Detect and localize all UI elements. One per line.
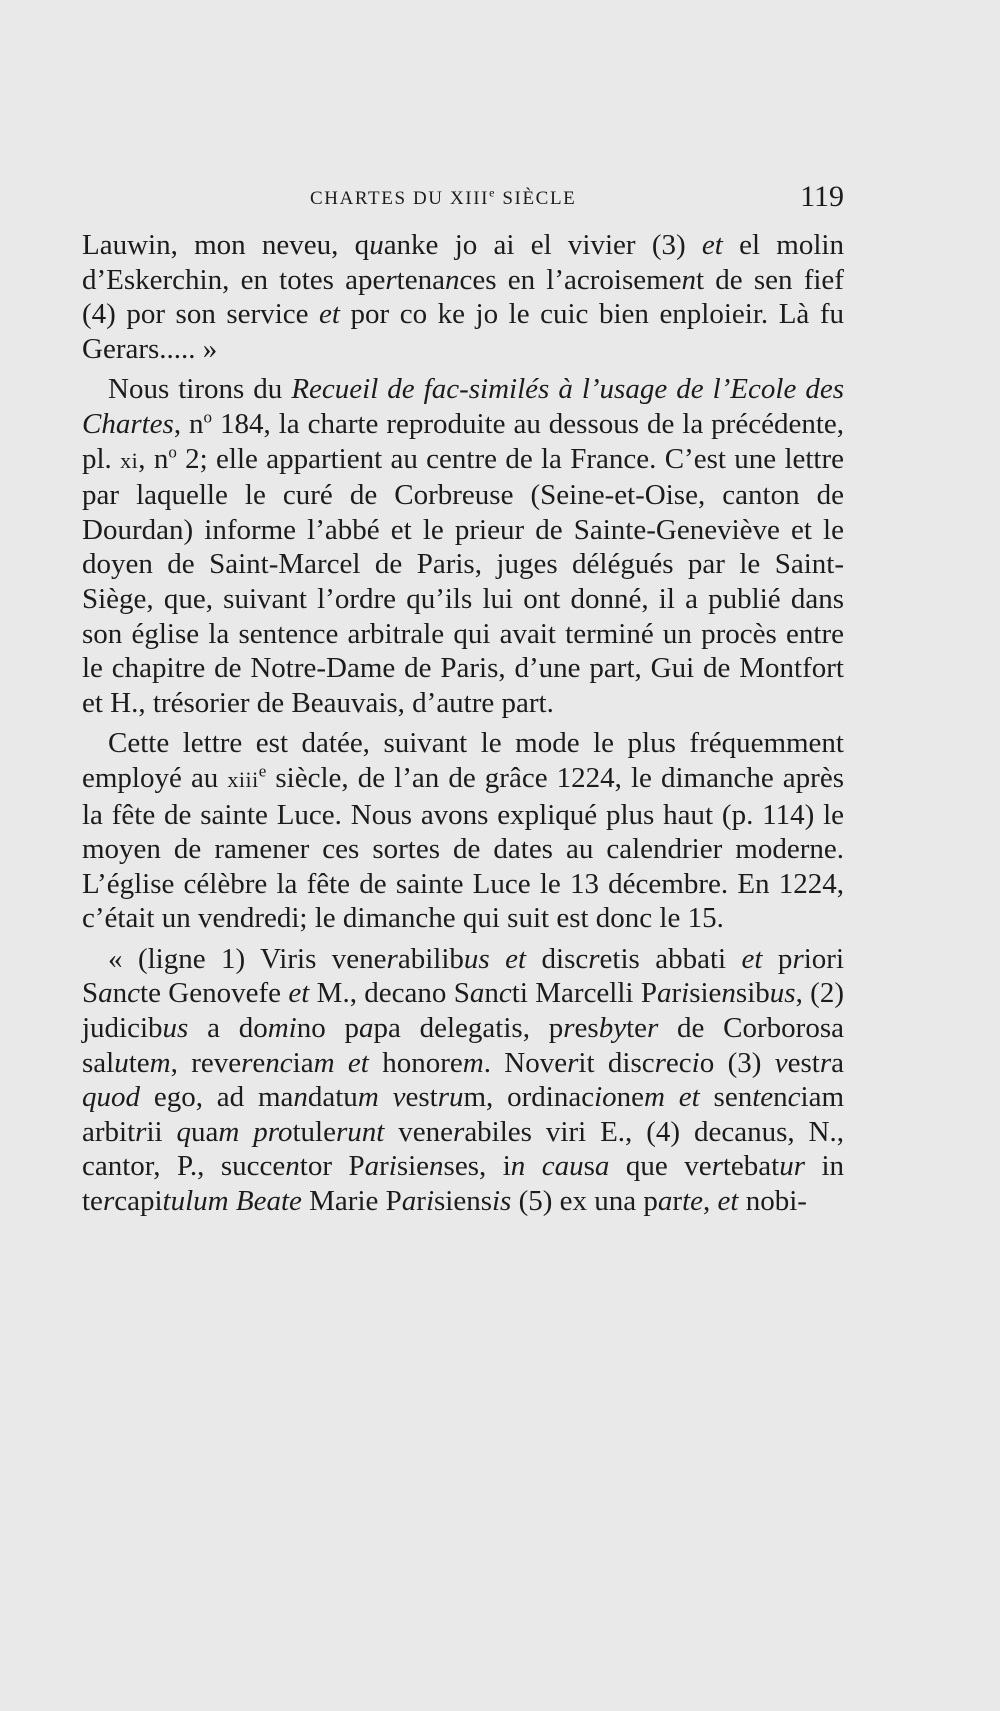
running-title-main: CHARTES DU XIII — [310, 188, 490, 209]
text-run — [239, 1116, 253, 1148]
text-run: que ve — [609, 1150, 712, 1183]
text-run: , — [703, 1185, 718, 1218]
text-run: v — [774, 1046, 788, 1079]
text-run: anke jo ai el vivier (3) — [383, 229, 702, 261]
text-run: n — [112, 977, 128, 1010]
text-run: sie — [396, 1150, 430, 1183]
text-run: a do — [188, 1012, 268, 1045]
text-run: n — [721, 977, 736, 1010]
text-run: v — [392, 1081, 406, 1114]
text-run: n — [510, 1150, 526, 1183]
text-run: xi — [120, 447, 139, 473]
text-run: , n — [138, 442, 169, 475]
text-run: sen — [699, 1081, 753, 1114]
text-run: Cette lettre est datée, suivant le mode le plus fréquemment employé au — [82, 727, 844, 794]
text-run: nobi- — [738, 1185, 807, 1218]
text-run: (5) ex una p — [511, 1185, 658, 1218]
text-run: m — [149, 1046, 171, 1079]
text-run: 184, la charte reproduite au dessous de la précédente, pl. — [82, 407, 844, 475]
text-run: c — [127, 977, 141, 1010]
text-run: r — [241, 1046, 253, 1079]
text-run: us — [162, 1012, 189, 1045]
text-run: B — [235, 1185, 254, 1218]
text-run: m — [218, 1115, 240, 1148]
text-run: tena — [396, 263, 445, 296]
text-run: us — [769, 977, 796, 1010]
text-run: et — [717, 1185, 739, 1218]
text-run: datu — [307, 1081, 358, 1114]
page-number: 119 — [800, 180, 844, 213]
text-run: ii — [146, 1115, 177, 1148]
text-run: i — [691, 1046, 700, 1079]
text-run: m — [357, 1081, 379, 1114]
text-run: de Corborosa sal — [82, 1012, 845, 1079]
text-run — [229, 1185, 236, 1217]
text-run — [490, 943, 505, 975]
text-run: a — [469, 977, 485, 1010]
text-run: r — [385, 263, 397, 296]
text-run: a — [656, 977, 672, 1010]
text-run: p — [762, 942, 793, 975]
text-run: n — [285, 1150, 300, 1183]
running-title — [310, 185, 577, 210]
text-run: q — [176, 1115, 191, 1148]
text-run: . Nove — [483, 1046, 568, 1079]
text-run: honore — [368, 1046, 463, 1079]
text-run: uod — [96, 1081, 140, 1114]
paragraph-p2 — [82, 372, 844, 720]
text-run: a — [831, 1046, 844, 1079]
text-run: te — [752, 1081, 774, 1114]
text-run: ua — [191, 1115, 219, 1148]
text-run: tor P — [299, 1150, 365, 1183]
text-run: es — [574, 1012, 599, 1045]
text-run: Nous tirons du — [108, 373, 292, 406]
text-run: r — [379, 1150, 389, 1183]
text-run: , n — [173, 407, 204, 440]
text-run: siens — [434, 1185, 492, 1218]
text-run: r — [711, 1150, 723, 1183]
body-text — [82, 228, 844, 1219]
text-run: r — [654, 1046, 666, 1079]
text-run: is — [492, 1185, 512, 1218]
text-run: i — [681, 977, 690, 1010]
text-run: capi — [114, 1185, 163, 1218]
text-run: a — [359, 1012, 374, 1045]
text-run: et — [678, 1081, 700, 1114]
text-run: n — [444, 263, 460, 296]
paragraph-p1 — [82, 228, 844, 366]
text-run: pro — [253, 1115, 293, 1148]
text-run: ses, i — [443, 1150, 511, 1183]
text-run: c — [498, 977, 512, 1010]
text-run: « (ligne 1) Viris vene — [108, 942, 387, 975]
text-run: et — [741, 942, 763, 975]
text-run: a — [401, 1185, 417, 1218]
text-run: siècle, de l’an de grâce 1224, le dimanche après la fête de sainte Luce. Nous avons expliqué plus haut (p. 114) le moyen de ramener ces sortes de dates au calendrier moderne. L’église célèbre la fête de sainte Luce le 13 décembre. En 1224, c’était un vendredi; le dimanche qui suit est donc le 15. — [82, 761, 844, 935]
text-run: te — [128, 1046, 150, 1079]
text-run: et — [347, 1046, 369, 1079]
text-run: tulum — [162, 1185, 229, 1218]
text-run: , reve — [170, 1046, 242, 1079]
text-run — [335, 1047, 348, 1079]
page-header — [82, 180, 844, 220]
text-run: Recueil de fac-similés à l’usage de l’Ecole des Chartes — [82, 373, 844, 440]
text-run: ces en l’acroiseme — [459, 263, 682, 296]
text-run: r — [453, 1115, 465, 1148]
text-run: n — [484, 977, 499, 1010]
text-run: mi — [267, 1012, 297, 1045]
text-run: 2; elle appartient au centre de la France. C’est une lettre par laquelle le curé de Corbreuse (Seine-et-Oise, canton de Dourdan) informe l’abbé et le prieur de Sainte-Geneviève et le doyen de Saint-Marcel de Paris, juges délégués par le Saint-Siège, que, suivant l’ordre qu’ils lui ont donné, il a publié dans son église la sentence arbitrale qui avait terminé un procès entre le chapitre de Notre-Dame de Paris, d’une part, Gui de Montfort et H., trésorier de Beauvais, d’autre part. — [82, 442, 845, 719]
text-run: Marie P — [301, 1185, 402, 1218]
text-run: iori S — [82, 942, 845, 1010]
text-run: et — [701, 229, 723, 261]
text-run: est — [787, 1046, 820, 1079]
text-run: m, ordinac — [463, 1081, 595, 1114]
text-run: in te — [82, 1150, 845, 1218]
text-run: cau — [541, 1150, 584, 1183]
text-run: r — [819, 1046, 832, 1079]
text-run: unt — [347, 1115, 385, 1148]
text-run: Lauwin, mon neveu, q — [82, 229, 370, 261]
text-run: , (2) judicib — [82, 977, 844, 1045]
text-run: et — [288, 977, 310, 1010]
text-run: ti Marcelli P — [511, 977, 657, 1010]
text-run: a — [594, 1150, 610, 1183]
text-run: no p — [296, 1012, 359, 1045]
text-run: tule — [292, 1115, 336, 1148]
text-run: us — [463, 942, 490, 975]
text-run: r — [567, 1046, 579, 1079]
text-run — [665, 1081, 679, 1113]
text-run: et — [505, 942, 527, 975]
text-run: te — [682, 1185, 704, 1218]
text-run: n — [773, 1081, 788, 1114]
text-run: it disc — [578, 1046, 655, 1079]
text-run: r — [672, 1185, 683, 1218]
text-run: ec — [665, 1046, 692, 1079]
text-run: n — [293, 1081, 308, 1114]
text-run: vene — [384, 1115, 454, 1148]
text-run: o (3) — [699, 1046, 775, 1079]
text-run: a — [364, 1150, 380, 1183]
text-run: est — [405, 1081, 438, 1114]
text-run: u — [369, 229, 384, 261]
text-run: r — [671, 977, 682, 1010]
text-run: t de sen fief (4) por son service — [82, 263, 844, 331]
text-run: el molin d’Eskerchin, en totes ape — [82, 229, 844, 296]
text-run: o — [203, 407, 213, 427]
text-run: by — [598, 1012, 627, 1045]
text-run: n — [681, 263, 697, 296]
text-run: o — [168, 441, 177, 461]
text-run: ru — [437, 1081, 464, 1114]
text-run: r — [416, 1185, 426, 1218]
text-run: a — [657, 1185, 673, 1218]
text-run: r — [588, 942, 600, 975]
text-run: ego, ad ma — [140, 1081, 294, 1114]
text-run: por co ke jo le cuic bien enploieir. Là fu Gerars..... » — [82, 298, 844, 365]
running-title-superscript: e — [489, 185, 497, 200]
text-run: M., decano S — [309, 977, 470, 1010]
text-run: xiii — [227, 766, 259, 792]
text-run: abilib — [397, 942, 464, 975]
text-run: nc — [265, 1046, 293, 1079]
text-run: a — [98, 977, 113, 1010]
text-run: i — [388, 1150, 397, 1183]
text-run: ia — [292, 1046, 314, 1079]
text-run: ur — [779, 1150, 806, 1183]
text-run: abiles viri E., (4) decanus, N., cantor, P., succe — [82, 1115, 844, 1183]
text-run: te Genovefe — [140, 977, 289, 1010]
text-run: n — [429, 1150, 444, 1183]
running-title-end: SIÈCLE — [496, 188, 577, 209]
text-run: r — [647, 1012, 659, 1045]
text-run: te — [626, 1012, 647, 1045]
text-run: io — [594, 1081, 617, 1114]
text-run: r — [135, 1115, 147, 1148]
text-run: sib — [735, 977, 770, 1010]
text-run: q — [82, 1081, 97, 1114]
text-run: c — [787, 1081, 801, 1114]
text-run: eate — [253, 1185, 302, 1218]
text-run: r — [335, 1115, 348, 1148]
text-run: tebat — [722, 1150, 780, 1183]
text-run: u — [114, 1046, 129, 1079]
text-run: m — [644, 1081, 665, 1114]
paragraph-p4 — [82, 942, 844, 1219]
text-run — [525, 1150, 541, 1182]
text-run: r — [792, 942, 804, 975]
text-run — [379, 1081, 393, 1113]
text-run: sie — [689, 977, 722, 1010]
text-run: disc — [526, 942, 589, 975]
text-run: m — [462, 1046, 484, 1079]
text-run: r — [102, 1185, 115, 1218]
text-run: e — [252, 1046, 266, 1079]
text-run: etis abbati — [599, 942, 742, 975]
text-run: pa delegatis, p — [373, 1012, 564, 1045]
text-run: r — [563, 1012, 575, 1045]
paragraph-p3 — [82, 726, 844, 936]
text-run: et — [319, 298, 340, 331]
text-run: m — [313, 1046, 335, 1079]
text-run: e — [258, 761, 267, 781]
text-run: s — [583, 1150, 595, 1183]
text-run: ne — [616, 1081, 645, 1114]
text-run: iam arbit — [82, 1081, 845, 1148]
text-run: r — [386, 942, 398, 975]
text-run: i — [425, 1185, 434, 1218]
